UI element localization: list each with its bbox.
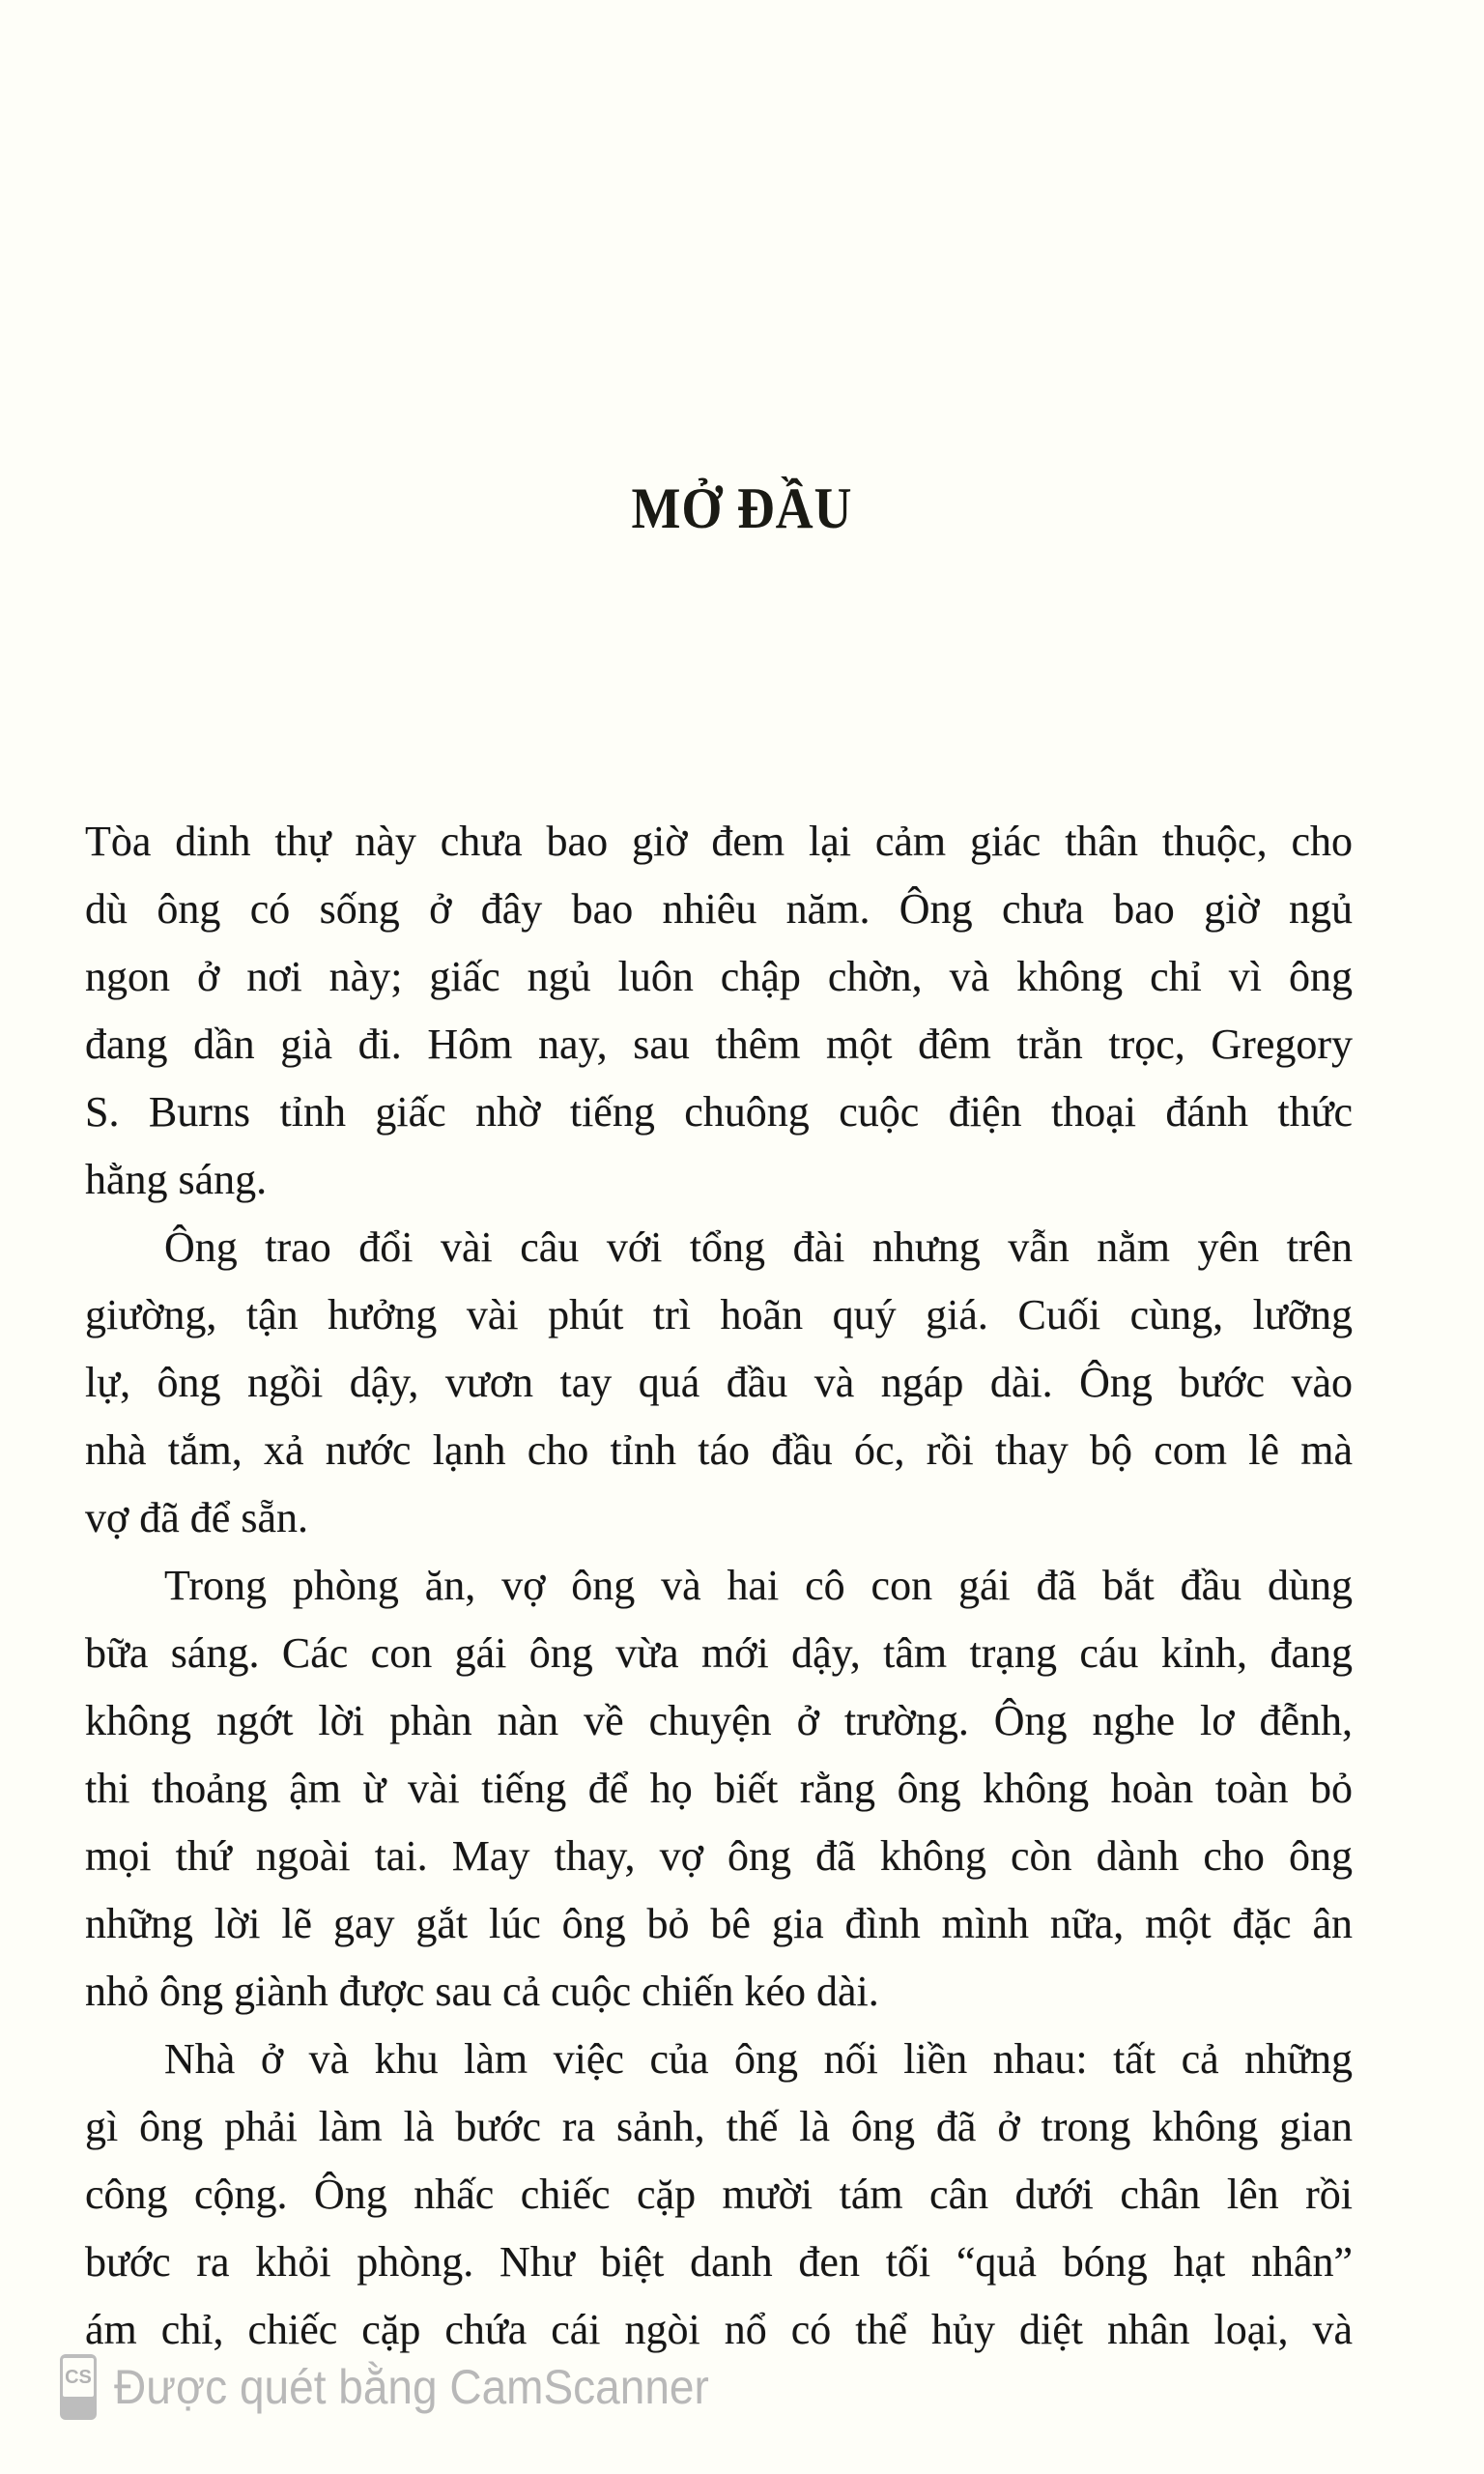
text-line: đang dần già đi. Hôm nay, sau thêm một đêm trằn trọc, Gregory bbox=[85, 1021, 1353, 1068]
text-line: mọi thứ ngoài tai. May thay, vợ ông đã không còn dành cho ông bbox=[85, 1832, 1353, 1880]
text-line: bước ra khỏi phòng. Như biệt danh đen tối “quả bóng hạt nhân” bbox=[85, 2238, 1353, 2286]
camscanner-watermark bbox=[60, 2354, 760, 2420]
text-line: Ông trao đổi vài câu với tổng đài nhưng vẫn nằm yên trên bbox=[164, 1223, 1353, 1271]
text-line: vợ đã để sẵn. bbox=[85, 1494, 308, 1541]
paragraph-3 bbox=[85, 1552, 1353, 2026]
text-line: không ngớt lời phàn nàn về chuyện ở trường. Ông nghe lơ đễnh, bbox=[85, 1697, 1353, 1744]
text-line: Nhà ở và khu làm việc của ông nối liền nhau: tất cả những bbox=[164, 2035, 1353, 2083]
text-line: Tòa dinh thự này chưa bao giờ đem lại cảm giác thân thuộc, cho bbox=[85, 818, 1353, 865]
text-line: ngon ở nơi này; giấc ngủ luôn chập chờn, và không chỉ vì ông bbox=[85, 953, 1353, 1000]
body-text bbox=[85, 808, 1353, 2364]
text-line: dù ông có sống ở đây bao nhiêu năm. Ông chưa bao giờ ngủ bbox=[85, 885, 1353, 933]
text-line: nhà tắm, xả nước lạnh cho tỉnh táo đầu óc, rồi thay bộ com lê mà bbox=[85, 1426, 1353, 1474]
text-line: lự, ông ngồi dậy, vươn tay quá đầu và ngáp dài. Ông bước vào bbox=[85, 1359, 1353, 1406]
text-line: giường, tận hưởng vài phút trì hoãn quý giá. Cuối cùng, lưỡng bbox=[85, 1291, 1353, 1338]
text-line: những lời lẽ gay gắt lúc ông bỏ bê gia đình mình nữa, một đặc ân bbox=[85, 1900, 1353, 1947]
text-line: bữa sáng. Các con gái ông vừa mới dậy, tâm trạng cáu kỉnh, đang bbox=[85, 1629, 1353, 1677]
watermark-text: Được quét bằng CamScanner bbox=[114, 2360, 709, 2414]
paragraph-1 bbox=[85, 808, 1353, 1214]
text-line: gì ông phải làm là bước ra sảnh, thế là ông đã ở trong không gian bbox=[85, 2103, 1353, 2150]
text-line: S. Burns tỉnh giấc nhờ tiếng chuông cuộc điện thoại đánh thức bbox=[85, 1088, 1353, 1136]
text-line: thi thoảng ậm ừ vài tiếng để họ biết rằng ông không hoàn toàn bỏ bbox=[85, 1765, 1353, 1812]
text-line: công cộng. Ông nhấc chiếc cặp mười tám cân dưới chân lên rồi bbox=[85, 2171, 1353, 2218]
text-line: Trong phòng ăn, vợ ông và hai cô con gái đã bắt đầu dùng bbox=[164, 1562, 1353, 1609]
chapter-heading: MỞ ĐẦU bbox=[631, 476, 853, 540]
text-line: nhỏ ông giành được sau cả cuộc chiến kéo dài. bbox=[85, 1968, 879, 2015]
text-line: ám chỉ, chiếc cặp chứa cái ngòi nổ có thể hủy diệt nhân loại, và bbox=[85, 2306, 1353, 2353]
camscanner-logo-icon: CS bbox=[60, 2354, 97, 2420]
text-line: hằng sáng. bbox=[85, 1156, 268, 1203]
paragraph-2 bbox=[85, 1214, 1353, 1552]
paragraph-4 bbox=[85, 2026, 1353, 2364]
